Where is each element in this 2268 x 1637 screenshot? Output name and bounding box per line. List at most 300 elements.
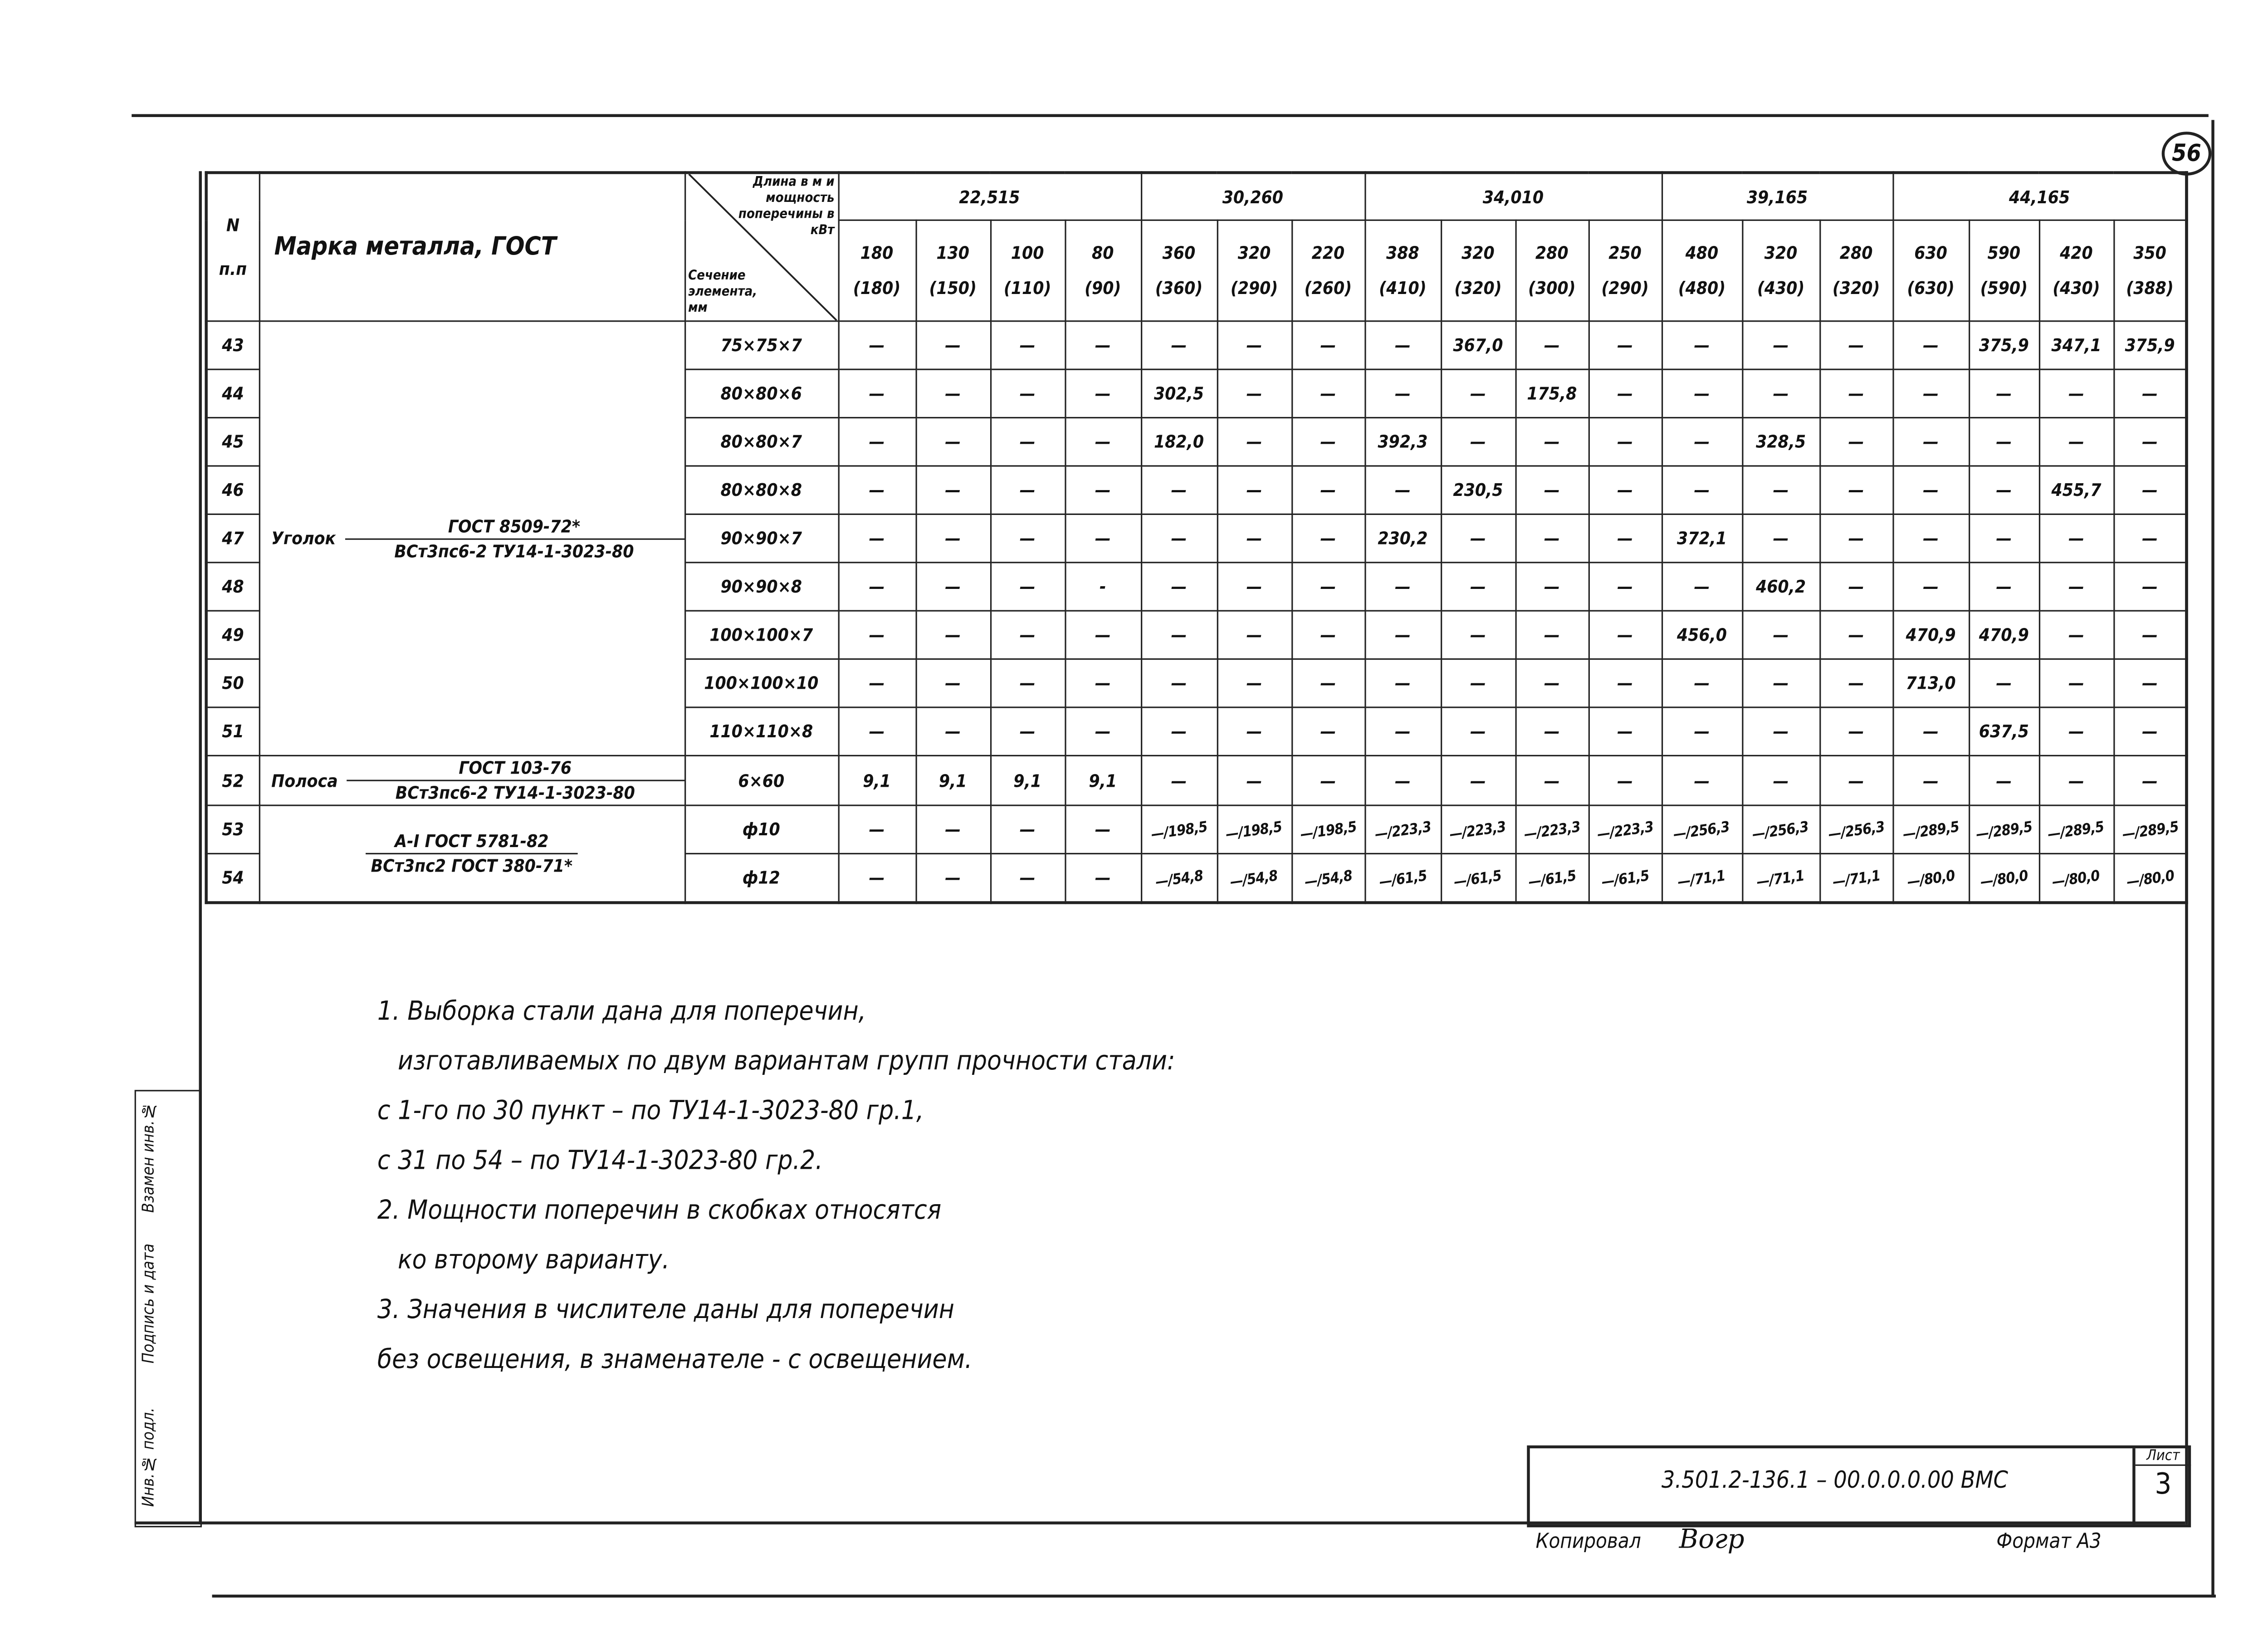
value-cell: -	[1065, 563, 1141, 611]
value-cell: —	[1217, 369, 1291, 417]
value-cell-fraction	[2114, 853, 2187, 902]
power-header	[1969, 220, 2039, 321]
header-section: Сечение элемента, мм	[688, 269, 758, 316]
value-cell: —	[1893, 563, 1969, 611]
steel-grade	[259, 805, 684, 902]
value-cell: —	[990, 418, 1065, 466]
document-code: 3.501.2-136.1 – 00.0.0.0.00 ВМС	[1661, 1465, 2008, 1494]
value-cell: —	[1441, 369, 1515, 417]
steel-type: Полоса	[271, 770, 338, 791]
value-cell: —	[1820, 418, 1893, 466]
value-cell: —	[1969, 466, 2039, 514]
value-cell-fraction	[1217, 853, 1291, 902]
value-cell: —	[1365, 321, 1441, 369]
power-value-alt: (360)	[1155, 278, 1203, 299]
value-cell: —	[838, 611, 916, 659]
steel-grade	[259, 321, 684, 756]
value-cell: —	[1441, 563, 1515, 611]
value-cell: —	[2114, 369, 2187, 417]
value-cell-fraction	[1365, 805, 1441, 853]
value-cell: —	[915, 514, 990, 562]
value-cell: —	[915, 466, 990, 514]
value-cell: 470,9	[1893, 611, 1969, 659]
power-header	[2114, 220, 2187, 321]
value-cell: —	[990, 805, 1065, 853]
page-number: 56	[2162, 132, 2212, 176]
value-cell: —	[1662, 707, 1742, 755]
value-cell: —	[2039, 707, 2113, 755]
steel-gost: ГОСТ 8509-72*	[344, 514, 684, 539]
value-cell: —	[1217, 321, 1291, 369]
value-cell: —	[1820, 707, 1893, 755]
fraction-value: —/54,8	[1229, 868, 1279, 892]
value-cell: —	[1515, 659, 1589, 707]
value-cell: —	[915, 707, 990, 755]
fraction-value: —/198,5	[1225, 819, 1284, 844]
value-cell-fraction	[1589, 853, 1662, 902]
fraction-value: —/198,5	[1299, 819, 1358, 844]
fraction-value: —/289,5	[2121, 819, 2179, 844]
value-cell: —	[1065, 707, 1141, 755]
value-cell: —	[1065, 321, 1141, 369]
value-cell: 230,2	[1365, 514, 1441, 562]
row-number: 51	[206, 707, 259, 755]
value-cell: —	[1742, 707, 1820, 755]
fraction-value: —/54,8	[1154, 868, 1204, 892]
section-size: ф10	[684, 805, 838, 853]
value-cell: —	[1662, 418, 1742, 466]
value-cell: 9,1	[838, 755, 916, 805]
value-cell: —	[1589, 611, 1662, 659]
value-cell: —	[1589, 755, 1662, 805]
value-cell: —	[1893, 755, 1969, 805]
value-cell: —	[2114, 514, 2187, 562]
value-cell: —	[1969, 755, 2039, 805]
side-stamp	[135, 1090, 202, 1527]
value-cell: 367,0	[1441, 321, 1515, 369]
value-cell: —	[2039, 418, 2113, 466]
value-cell: —	[1515, 321, 1589, 369]
fraction-value: —/223,3	[1523, 819, 1581, 844]
row-number: 52	[206, 755, 259, 805]
power-header	[1515, 220, 1589, 321]
value-cell: —	[1065, 853, 1141, 902]
value-cell: —	[1742, 514, 1820, 562]
value-cell: —	[1217, 707, 1291, 755]
value-cell: —	[2114, 418, 2187, 466]
value-cell: —	[2039, 611, 2113, 659]
length-group-1: 30,260	[1141, 172, 1364, 220]
value-cell: —	[1893, 466, 1969, 514]
value-cell: —	[1742, 466, 1820, 514]
fraction-value: —/71,1	[1756, 868, 1806, 892]
note-line: 2. Мощности поперечин в скобках относятся	[377, 1195, 942, 1226]
length-group-2: 34,010	[1365, 172, 1662, 220]
header-length-power: Длина в м и мощность поперечины в кВт	[738, 175, 835, 239]
value-cell: —	[2039, 514, 2113, 562]
section-size: 75×75×7	[684, 321, 838, 369]
row-number: 49	[206, 611, 259, 659]
value-cell-fraction	[1662, 805, 1742, 853]
value-cell: —	[1441, 755, 1515, 805]
value-cell: —	[1291, 563, 1364, 611]
value-cell: —	[2114, 466, 2187, 514]
top-border-line	[132, 114, 2209, 117]
value-cell-fraction	[1662, 853, 1742, 902]
value-cell: —	[1141, 563, 1217, 611]
fraction-value: —/54,8	[1303, 868, 1353, 892]
fraction-value: —/289,5	[1901, 819, 1960, 844]
power-value: 80	[1092, 243, 1114, 264]
power-value-alt: (590)	[1980, 278, 2028, 299]
fraction-value: —/256,3	[1751, 819, 1810, 844]
sheet-cell	[2132, 1448, 2191, 1524]
section-size: 6×60	[684, 755, 838, 805]
value-cell: —	[2114, 611, 2187, 659]
row-number: 53	[206, 805, 259, 853]
value-cell: 392,3	[1365, 418, 1441, 466]
power-header	[1141, 220, 1217, 321]
value-cell: —	[1441, 418, 1515, 466]
value-cell-fraction	[1291, 805, 1364, 853]
value-cell: —	[1515, 707, 1589, 755]
value-cell: —	[1662, 563, 1742, 611]
value-cell: —	[838, 659, 916, 707]
fraction-value: —/61,5	[1378, 868, 1428, 892]
value-cell: —	[990, 611, 1065, 659]
power-value: 220	[1311, 243, 1345, 264]
note-line: без освещения, в знаменателе - с освещением.	[377, 1344, 973, 1375]
value-cell: 460,2	[1742, 563, 1820, 611]
value-cell: —	[1969, 418, 2039, 466]
power-value-alt: (480)	[1678, 278, 1726, 299]
power-value: 388	[1386, 243, 1419, 264]
value-cell: —	[838, 466, 916, 514]
copied-by: Копировал	[1535, 1530, 1641, 1554]
value-cell-fraction	[1217, 805, 1291, 853]
length-group-3: 39,165	[1662, 172, 1893, 220]
value-cell-fraction	[1441, 805, 1515, 853]
value-cell: —	[1217, 563, 1291, 611]
fraction-value: —/71,1	[1831, 868, 1881, 892]
value-cell: —	[1662, 659, 1742, 707]
power-header	[1217, 220, 1291, 321]
power-value-alt: (290)	[1601, 278, 1649, 299]
title-block	[1527, 1446, 2191, 1528]
table-row	[206, 805, 2187, 853]
value-cell: —	[838, 369, 916, 417]
sheet-number: 3	[2155, 1465, 2172, 1501]
header-number	[206, 172, 259, 321]
header-row-lengths	[206, 172, 2187, 220]
value-cell: —	[1893, 369, 1969, 417]
bottom-border-line	[212, 1595, 2216, 1598]
value-cell: —	[1065, 611, 1141, 659]
power-value: 250	[1608, 243, 1642, 264]
value-cell: —	[1365, 707, 1441, 755]
value-cell: —	[1515, 418, 1589, 466]
value-cell: 347,1	[2039, 321, 2113, 369]
value-cell: —	[990, 514, 1065, 562]
power-value-alt: (290)	[1230, 278, 1278, 299]
value-cell-fraction	[1589, 805, 1662, 853]
note-line: 1. Выборка стали дана для поперечин,	[377, 996, 866, 1027]
value-cell: 637,5	[1969, 707, 2039, 755]
header-marka: Марка металла, ГОСТ	[259, 172, 684, 321]
value-cell: —	[1820, 369, 1893, 417]
value-cell: —	[1141, 707, 1217, 755]
steel-type: Уголок	[271, 528, 336, 549]
value-cell: 455,7	[2039, 466, 2113, 514]
value-cell: —	[1441, 707, 1515, 755]
fraction-value: —/256,3	[1827, 819, 1886, 844]
fraction-value: —/71,1	[1677, 868, 1727, 892]
value-cell-fraction	[2114, 805, 2187, 853]
value-cell: —	[1141, 321, 1217, 369]
value-cell: —	[838, 805, 916, 853]
power-value: 320	[1461, 243, 1495, 264]
value-cell: —	[1662, 369, 1742, 417]
value-cell: —	[1742, 755, 1820, 805]
value-cell-fraction	[1365, 853, 1441, 902]
value-cell: —	[1820, 466, 1893, 514]
value-cell-fraction	[1820, 853, 1893, 902]
value-cell: —	[1820, 514, 1893, 562]
value-cell: —	[1217, 659, 1291, 707]
value-cell: —	[1291, 659, 1364, 707]
power-header	[1365, 220, 1441, 321]
power-value: 320	[1764, 243, 1798, 264]
row-number: 47	[206, 514, 259, 562]
value-cell: —	[1441, 611, 1515, 659]
value-cell: 9,1	[1065, 755, 1141, 805]
value-cell: —	[2114, 563, 2187, 611]
value-cell: —	[915, 805, 990, 853]
note-line: изготавливаемых по двум вариантам групп прочности стали:	[398, 1046, 1175, 1077]
fraction-value: —/61,5	[1453, 868, 1503, 892]
steel-spec: ВСт3пс6-2 ТУ14-1-3023-80	[395, 783, 635, 804]
section-size: 100×100×7	[684, 611, 838, 659]
power-value: 350	[2133, 243, 2166, 264]
side-stamp-inventory: Инв.№ подл.	[139, 1407, 158, 1507]
value-cell-fraction	[1742, 853, 1820, 902]
power-header	[1662, 220, 1742, 321]
value-cell: —	[1441, 659, 1515, 707]
value-cell: 375,9	[2114, 321, 2187, 369]
value-cell: —	[1065, 369, 1141, 417]
power-value: 630	[1914, 243, 1947, 264]
value-cell: —	[2039, 755, 2113, 805]
value-cell: —	[1515, 563, 1589, 611]
value-cell: —	[838, 853, 916, 902]
steel-gost: ГОСТ 103-76	[347, 756, 684, 781]
section-size: ф12	[684, 853, 838, 902]
value-cell: —	[1065, 418, 1141, 466]
value-cell: —	[990, 321, 1065, 369]
value-cell: 9,1	[915, 755, 990, 805]
value-cell: —	[1065, 805, 1141, 853]
power-header	[1065, 220, 1141, 321]
value-cell: —	[915, 853, 990, 902]
row-number: 54	[206, 853, 259, 902]
fraction-value: —/80,0	[1979, 868, 2029, 892]
value-cell: —	[1365, 659, 1441, 707]
value-cell: —	[990, 466, 1065, 514]
value-cell: —	[838, 418, 916, 466]
value-cell: —	[1217, 755, 1291, 805]
steel-spec: ВСт3пс6-2 ТУ14-1-3023-80	[394, 540, 634, 561]
value-cell: —	[1820, 611, 1893, 659]
value-cell: —	[915, 611, 990, 659]
power-value: 280	[1535, 243, 1569, 264]
power-value-alt: (410)	[1379, 278, 1427, 299]
power-value-alt: (150)	[929, 278, 977, 299]
note-line: 3. Значения в числителе даны для поперечин	[377, 1294, 954, 1326]
power-value: 480	[1685, 243, 1719, 264]
copier-signature: Вогр	[1679, 1524, 1745, 1555]
value-cell: —	[1969, 369, 2039, 417]
value-cell: —	[2039, 659, 2113, 707]
value-cell: —	[1291, 466, 1364, 514]
power-header	[838, 220, 916, 321]
value-cell: —	[2114, 755, 2187, 805]
value-cell: —	[1141, 611, 1217, 659]
fraction-value: —/61,5	[1600, 868, 1650, 892]
value-cell-fraction	[1515, 853, 1589, 902]
value-cell: —	[1141, 514, 1217, 562]
power-value: 320	[1237, 243, 1271, 264]
value-cell: —	[1589, 321, 1662, 369]
value-cell: —	[1291, 321, 1364, 369]
value-cell: —	[1820, 659, 1893, 707]
power-value: 280	[1839, 243, 1873, 264]
value-cell: —	[1742, 611, 1820, 659]
value-cell: —	[1365, 369, 1441, 417]
power-value-alt: (110)	[1003, 278, 1051, 299]
power-value-alt: (300)	[1528, 278, 1576, 299]
steel-type: А-I ГОСТ 5781-82	[365, 829, 578, 854]
section-size: 80×80×6	[684, 369, 838, 417]
value-cell-fraction	[1820, 805, 1893, 853]
fraction-value: —/223,3	[1449, 819, 1507, 844]
value-cell: —	[1589, 369, 1662, 417]
value-cell-fraction	[1742, 805, 1820, 853]
value-cell: —	[1217, 514, 1291, 562]
note-line: с 1-го по 30 пункт – по ТУ14-1-3023-80 гр.1,	[377, 1096, 924, 1127]
value-cell: 182,0	[1141, 418, 1217, 466]
value-cell: —	[1515, 466, 1589, 514]
header-pp: п.п	[219, 259, 247, 279]
power-value: 180	[860, 243, 894, 264]
value-cell: —	[1589, 563, 1662, 611]
row-number: 45	[206, 418, 259, 466]
value-cell: —	[1441, 514, 1515, 562]
header-diagonal	[684, 172, 838, 321]
value-cell: —	[1893, 418, 1969, 466]
value-cell-fraction	[2039, 853, 2113, 902]
power-value-alt: (260)	[1304, 278, 1352, 299]
power-value: 100	[1011, 243, 1044, 264]
value-cell: —	[1291, 369, 1364, 417]
value-cell-fraction	[1515, 805, 1589, 853]
fraction-value: —/256,3	[1672, 819, 1731, 844]
value-cell: —	[1515, 514, 1589, 562]
value-cell-fraction	[1893, 853, 1969, 902]
side-stamp-signature: Подпись и дата	[139, 1243, 158, 1364]
power-header	[915, 220, 990, 321]
value-cell: —	[1820, 321, 1893, 369]
fraction-value: —/198,5	[1149, 819, 1208, 844]
value-cell: —	[915, 369, 990, 417]
value-cell-fraction	[1969, 853, 2039, 902]
value-cell: —	[1065, 514, 1141, 562]
value-cell: 470,9	[1969, 611, 2039, 659]
value-cell: —	[1589, 466, 1662, 514]
power-value: 130	[936, 243, 970, 264]
value-cell: 328,5	[1742, 418, 1820, 466]
section-size: 90×90×7	[684, 514, 838, 562]
value-cell: 713,0	[1893, 659, 1969, 707]
value-cell: —	[1365, 611, 1441, 659]
value-cell: —	[1291, 707, 1364, 755]
value-cell-fraction	[1969, 805, 2039, 853]
value-cell: —	[838, 707, 916, 755]
power-header	[2039, 220, 2113, 321]
value-cell: —	[915, 321, 990, 369]
value-cell: —	[1662, 321, 1742, 369]
power-header	[1441, 220, 1515, 321]
value-cell: —	[1742, 321, 1820, 369]
value-cell: —	[838, 563, 916, 611]
value-cell: —	[1662, 466, 1742, 514]
value-cell-fraction	[1141, 805, 1217, 853]
fraction-value: —/80,0	[2051, 868, 2102, 892]
value-cell: —	[1291, 514, 1364, 562]
section-size: 90×90×8	[684, 563, 838, 611]
value-cell: —	[915, 659, 990, 707]
length-group-0: 22,515	[838, 172, 1141, 220]
fraction-value: —/61,5	[1527, 868, 1577, 892]
value-cell: —	[1662, 755, 1742, 805]
value-cell: —	[1893, 321, 1969, 369]
value-cell: —	[915, 563, 990, 611]
power-value-alt: (388)	[2126, 278, 2174, 299]
row-number: 48	[206, 563, 259, 611]
sheet-format: Формат А3	[1996, 1530, 2102, 1554]
value-cell: —	[1893, 707, 1969, 755]
section-size: 100×100×10	[684, 659, 838, 707]
table-row	[206, 755, 2187, 805]
value-cell: —	[1365, 755, 1441, 805]
power-header	[1589, 220, 1662, 321]
value-cell: —	[915, 418, 990, 466]
fraction-value: —/223,3	[1374, 819, 1432, 844]
value-cell: —	[838, 321, 916, 369]
value-cell: 456,0	[1662, 611, 1742, 659]
value-cell: —	[1893, 514, 1969, 562]
value-cell: —	[990, 369, 1065, 417]
header-n: N	[226, 215, 240, 236]
value-cell: —	[1065, 466, 1141, 514]
value-cell-fraction	[1441, 853, 1515, 902]
value-cell: —	[2039, 369, 2113, 417]
value-cell: —	[1589, 659, 1662, 707]
value-cell: —	[2114, 659, 2187, 707]
value-cell: —	[1589, 707, 1662, 755]
power-header	[1893, 220, 1969, 321]
fraction-value: —/80,0	[2125, 868, 2175, 892]
value-cell: —	[1515, 755, 1589, 805]
